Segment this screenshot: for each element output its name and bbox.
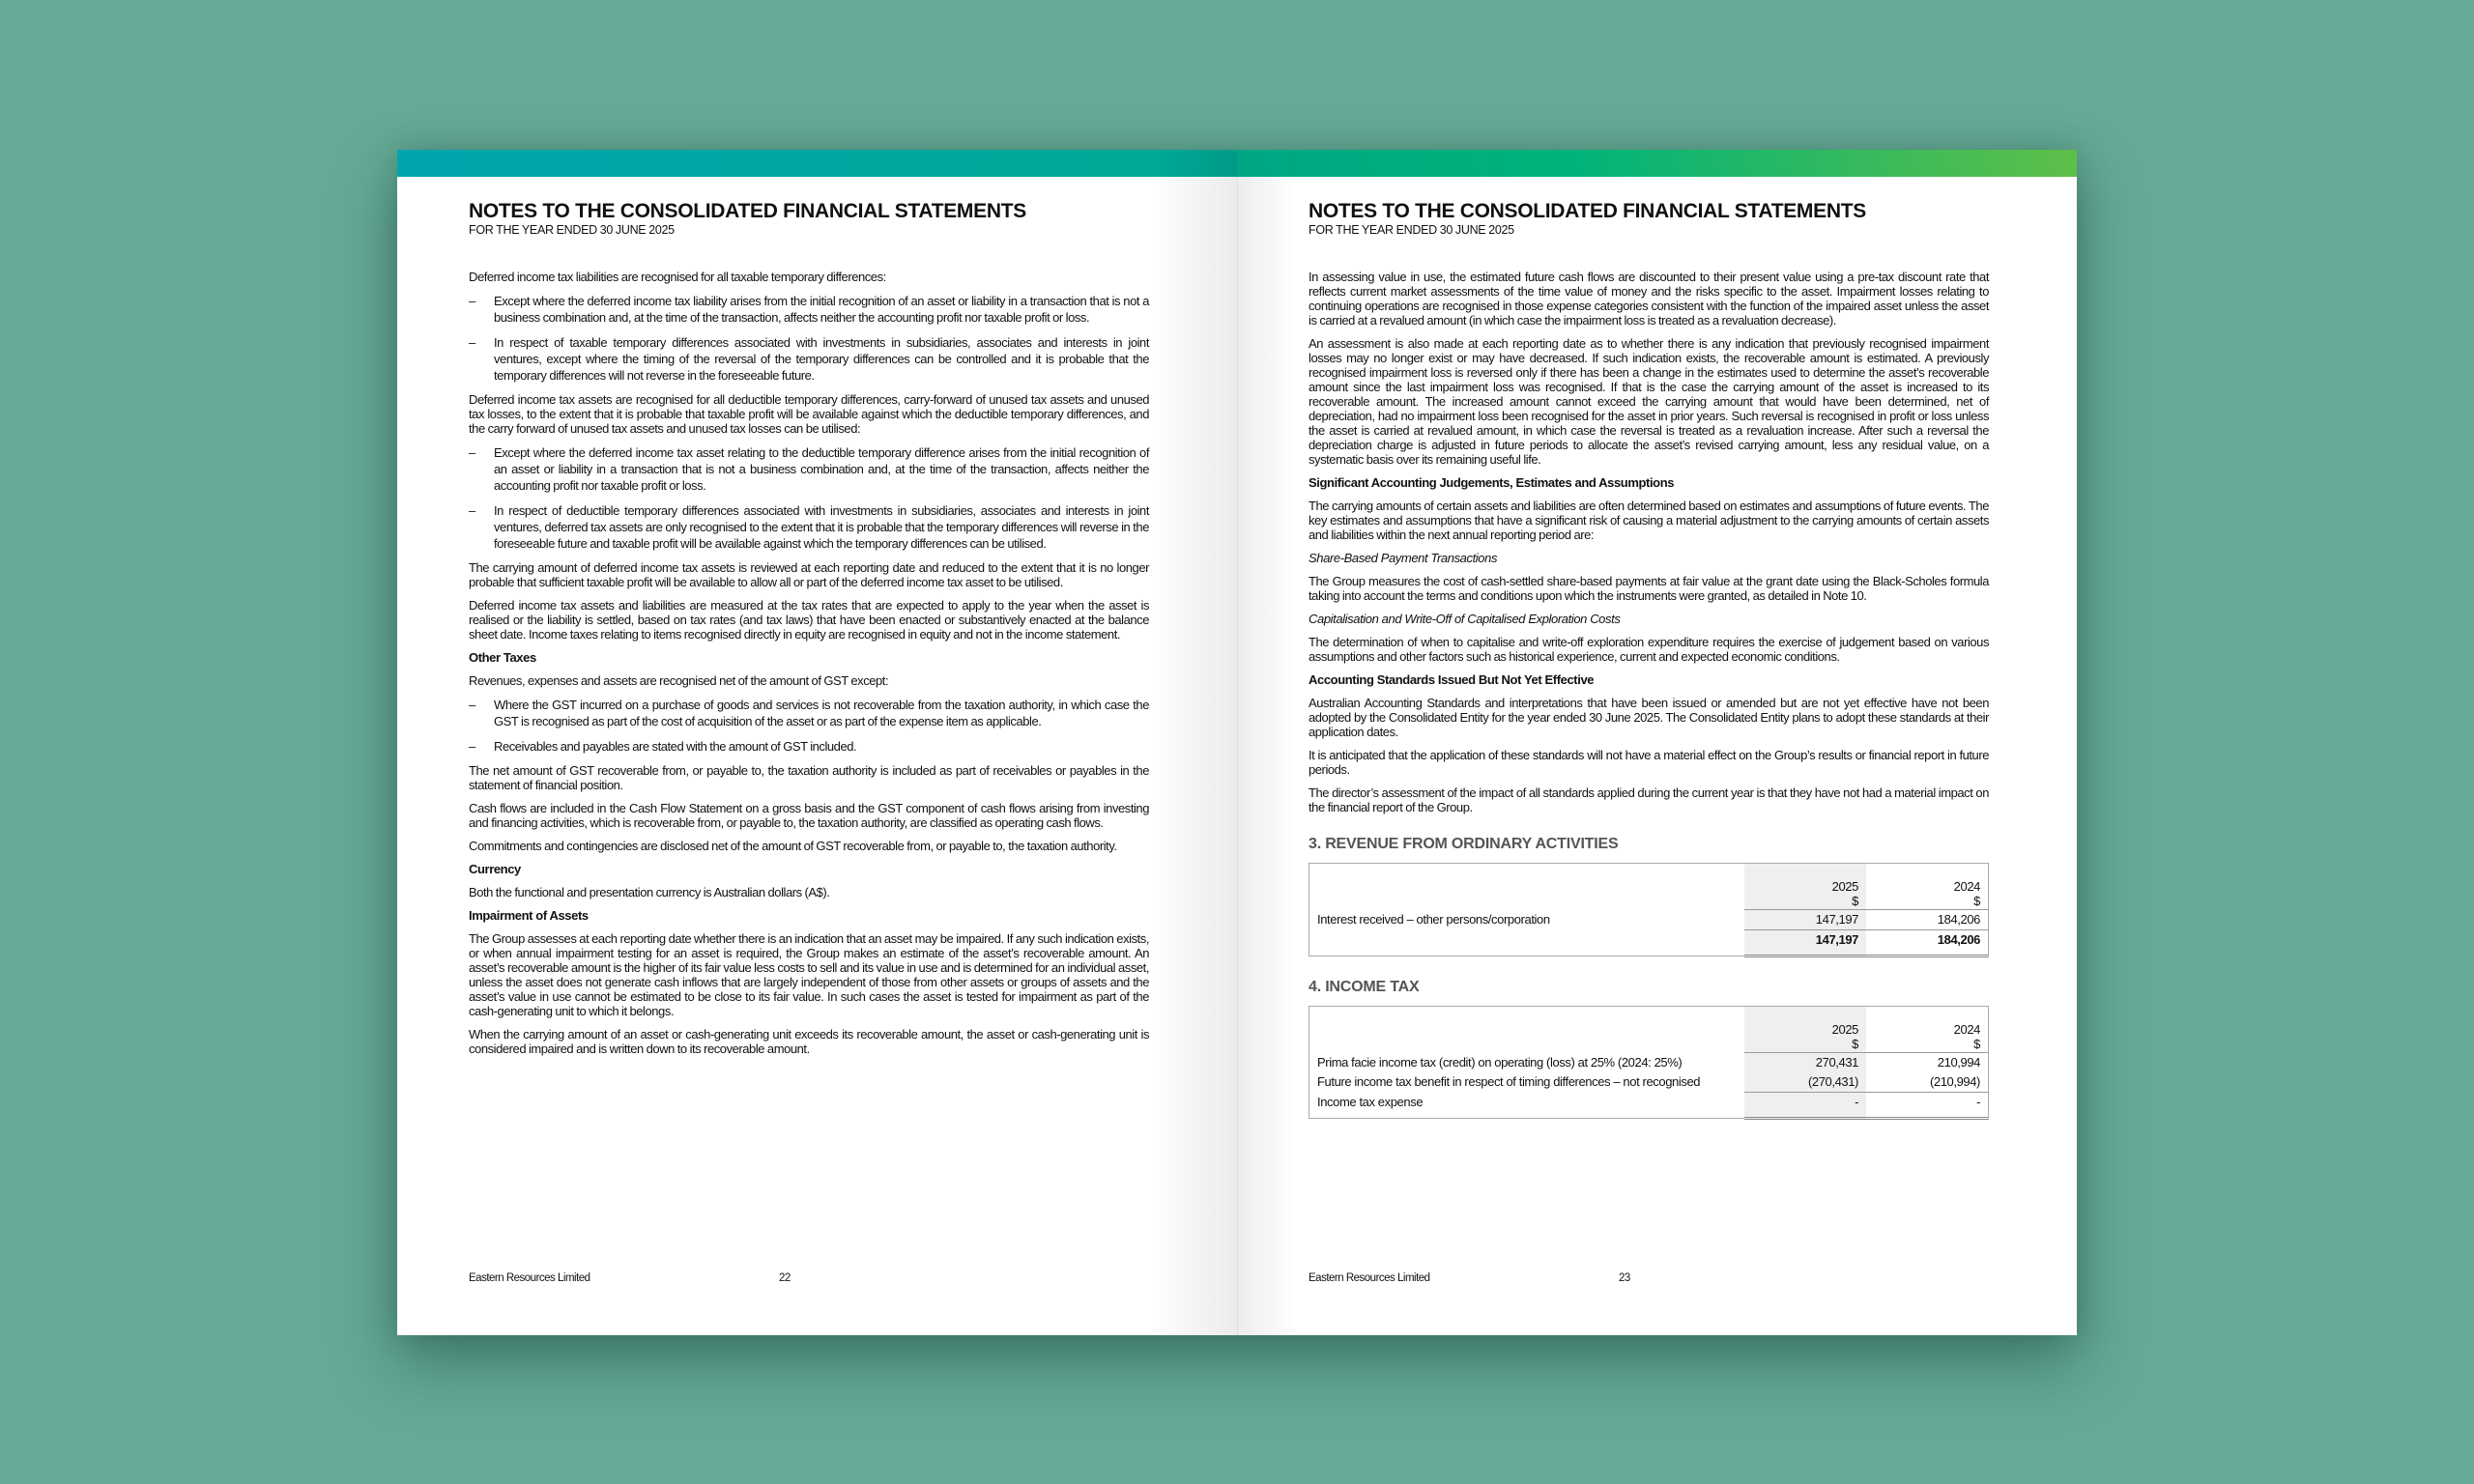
- paragraph: Both the functional and presentation currency is Australian dollars (A$).: [469, 885, 830, 899]
- bullet-list: [469, 444, 1149, 552]
- paragraph: Australian Accounting Standards and interpretations that have been issued or amended but are not yet effective have not been adopted by the Consolidated Entity for the year ended 30 June 2025. The Consolidated Entity plans to adopt these standards at their application dates.: [1309, 696, 1989, 739]
- table-row: Interest received – other persons/corporation 147,197 184,206: [1309, 910, 1989, 930]
- header-bar: [1237, 150, 2077, 177]
- column-header-2025: 2025: [1831, 1022, 1858, 1037]
- section-heading: Significant Accounting Judgements, Estimates and Assumptions: [1309, 475, 1675, 490]
- page-content: [1309, 200, 1989, 1120]
- paragraph: Cash flows are included in the Cash Flow Statement on a gross basis and the GST component of cash flows arising from investing and financing activities, which is recoverable from, or payable to, the taxation authority, are classified as operating cash flows.: [469, 801, 1149, 830]
- paragraph: The net amount of GST recoverable from, or payable to, the taxation authority is included as part of receivables or payables in the statement of financial position.: [469, 763, 1149, 792]
- page-23: [1237, 150, 2077, 1335]
- paragraph: Commitments and contingencies are disclosed net of the amount of GST recoverable from, or payable to, the taxation authority.: [469, 839, 1117, 853]
- paragraph: The director’s assessment of the impact of all standards applied during the current year is that they have not had a material impact on the financial report of the Group.: [1309, 785, 1989, 814]
- paragraph: An assessment is also made at each reporting date as to whether there is any indication that previously recognised impairment losses may no longer exist or may have decreased. If such indication exists, the recoverable amount is estimated. A previously recognised impairment loss is reversed only if there has been a change in the estimates used to determine the asset’s recoverable amount since the last impairment loss was recognised. If that is the case the carrying amount of the asset is increased to its recoverable amount. The increased amount cannot exceed the carrying amount that would have been determined, net of depreciation, had no impairment loss been recognised for the asset in prior years. Such reversal is recognised in profit or loss unless the asset is carried at revalued amount, in which case the reversal is treated as a revaluation increase. After such a reversal the depreciation charge is adjusted in future periods to allocate the asset’s revised carrying amount, less any residual value, on a systematic basis over its remaining useful life.: [1309, 336, 1989, 467]
- income-tax-table: [1309, 1006, 1989, 1120]
- paragraph: Deferred income tax assets are recognised for all deductible temporary differences, carry-forward of unused tax assets and unused tax losses, to the extent that it is probable that taxable profit will be available against which the deductible temporary differences, and the carry forward of unused tax assets and unused tax losses can be utilised:: [469, 392, 1149, 436]
- table-total-row: Income tax expense - -: [1309, 1093, 1989, 1119]
- section-heading: Other Taxes: [469, 650, 536, 665]
- paragraph: The determination of when to capitalise and write-off exploration expenditure requires the exercise of judgement based on various assumptions and other factors such as historical experience, current and expected economic conditions.: [1309, 635, 1989, 664]
- subheading: Share-Based Payment Transactions: [1309, 551, 1498, 565]
- page-subtitle: FOR THE YEAR ENDED 30 JUNE 2025: [1309, 223, 1514, 237]
- list-item: – Where the GST incurred on a purchase of goods and services is not recoverable from the taxation authority, in which case the GST is recognised as part of the cost of acquisition of the asset or as part of the expense item as applicable.: [469, 698, 1149, 728]
- page-title: NOTES TO THE CONSOLIDATED FINANCIAL STATEMENTS: [1309, 200, 1866, 222]
- list-item: – Receivables and payables are stated with the amount of GST included.: [469, 739, 857, 754]
- page-title: NOTES TO THE CONSOLIDATED FINANCIAL STATEMENTS: [469, 200, 1026, 222]
- page-number: 22: [779, 1272, 791, 1284]
- footer-company: Eastern Resources Limited: [469, 1272, 590, 1284]
- list-item: – Except where the deferred income tax asset relating to the deductible temporary difference arises from the initial recognition of an asset or liability in a transaction that is not a business combination and, at the time of the transaction, affects neither the accounting profit nor taxable profit or loss.: [469, 445, 1149, 493]
- table-total-row: 147,197 184,206: [1309, 930, 1989, 956]
- paragraph: The carrying amounts of certain assets and liabilities are often determined based on estimates and assumptions of future events. The key estimates and assumptions that have a significant risk of causing a material adjustment to the carrying amounts of certain assets and liabilities within the next annual reporting period are:: [1309, 499, 1989, 542]
- paragraph: Deferred income tax assets and liabilities are measured at the tax rates that are expected to apply to the year when the asset is realised or the liability is settled, based on tax rates (and tax laws) that have been enacted or substantively enacted at the balance sheet date. Income taxes relating to items recognised directly in equity are recognised in equity and not in the income statement.: [469, 598, 1149, 642]
- section-heading: Currency: [469, 862, 521, 876]
- column-header-2024: 2024: [1953, 1022, 1980, 1037]
- column-header-2025: 2025: [1831, 879, 1858, 894]
- report-spread: [397, 150, 2077, 1335]
- paragraph: The Group assesses at each reporting date whether there is an indication that an asset may be impaired. If any such indication exists, or when annual impairment testing for an asset is required, the Group makes an estimate of the asset’s recoverable amount. An asset’s recoverable amount is the higher of its fair value less costs to sell and its value in use and is determined for an individual asset, unless the asset does not generate cash inflows that are largely independent of those from other assets or groups of assets and the asset’s value in use cannot be estimated to be close to its fair value. In such cases the asset is tested for impairment as part of the cash-generating unit to which it belongs.: [469, 931, 1149, 1018]
- page-content: [469, 200, 1149, 1065]
- list-item: – In respect of deductible temporary differences associated with investments in subsidiaries, associates and interests in joint ventures, deferred tax assets are only recognised to the extent that it is probable that the temporary differences will reverse in the foreseeable future and taxable profit will be available against which the temporary differences can be utilised.: [469, 503, 1149, 551]
- footer-company: Eastern Resources Limited: [1309, 1272, 1430, 1284]
- section-heading: Impairment of Assets: [469, 908, 589, 923]
- table-header: 2025 $ 2024 $: [1309, 1007, 1989, 1053]
- paragraph: Deferred income tax liabilities are recognised for all taxable temporary differences:: [469, 270, 886, 284]
- paragraph: The Group measures the cost of cash-settled share-based payments at fair value at the grant date using the Black-Scholes formula taking into account the terms and conditions upon which the instruments were granted, as detailed in Note 10.: [1309, 574, 1989, 603]
- page-22: [397, 150, 1237, 1335]
- revenue-table: [1309, 863, 1989, 957]
- list-item: – Except where the deferred income tax liability arises from the initial recognition of an asset or liability in a transaction that is not a business combination and, at the time of the transaction, affects neither the accounting profit nor taxable profit or loss.: [469, 294, 1149, 325]
- paragraph: It is anticipated that the application of these standards will not have a material effect on the Group’s results or financial report in future periods.: [1309, 748, 1989, 777]
- list-item: – In respect of taxable temporary differences associated with investments in subsidiaries, associates and interests in joint ventures, except where the timing of the reversal of the temporary differences can be controlled and it is probable that the temporary differences will not reverse in the foreseeable future.: [469, 335, 1149, 383]
- subheading: Capitalisation and Write-Off of Capitalised Exploration Costs: [1309, 612, 1621, 626]
- column-header-2024: 2024: [1953, 879, 1980, 894]
- paragraph: Revenues, expenses and assets are recognised net of the amount of GST except:: [469, 673, 889, 688]
- paragraph: The carrying amount of deferred income tax assets is reviewed at each reporting date and reduced to the extent that it is no longer probable that sufficient taxable profit will be available to allow all or part of the deferred income tax asset to be utilised.: [469, 560, 1149, 589]
- section-heading: Accounting Standards Issued But Not Yet Effective: [1309, 672, 1595, 687]
- bullet-list: [469, 697, 1149, 755]
- revenue-heading: 3. REVENUE FROM ORDINARY ACTIVITIES: [1309, 836, 1619, 852]
- income-tax-heading: 4. INCOME TAX: [1309, 979, 1420, 995]
- page-number: 23: [1619, 1272, 1630, 1284]
- paragraph: In assessing value in use, the estimated future cash flows are discounted to their present value using a pre-tax discount rate that reflects current market assessments of the time value of money and the risks specific to the asset. Impairment losses relating to continuing operations are recognised in those expense categories consistent with the function of the impaired asset unless the asset is carried at a revalued amount (in which case the impairment loss is treated as a revaluation decrease).: [1309, 270, 1989, 328]
- header-bar: [397, 150, 1237, 177]
- table-row: Prima facie income tax (credit) on operating (loss) at 25% (2024: 25%) 270,431 210,994: [1309, 1053, 1989, 1073]
- table-row: Future income tax benefit in respect of timing differences – not recognised (270,431) (210,994): [1309, 1072, 1989, 1093]
- table-header: 2025 $ 2024 $: [1309, 864, 1989, 910]
- page-subtitle: FOR THE YEAR ENDED 30 JUNE 2025: [469, 223, 675, 237]
- bullet-list: [469, 293, 1149, 384]
- paragraph: When the carrying amount of an asset or cash-generating unit exceeds its recoverable amount, the asset or cash-generating unit is considered impaired and is written down to its recoverable amount.: [469, 1027, 1149, 1056]
